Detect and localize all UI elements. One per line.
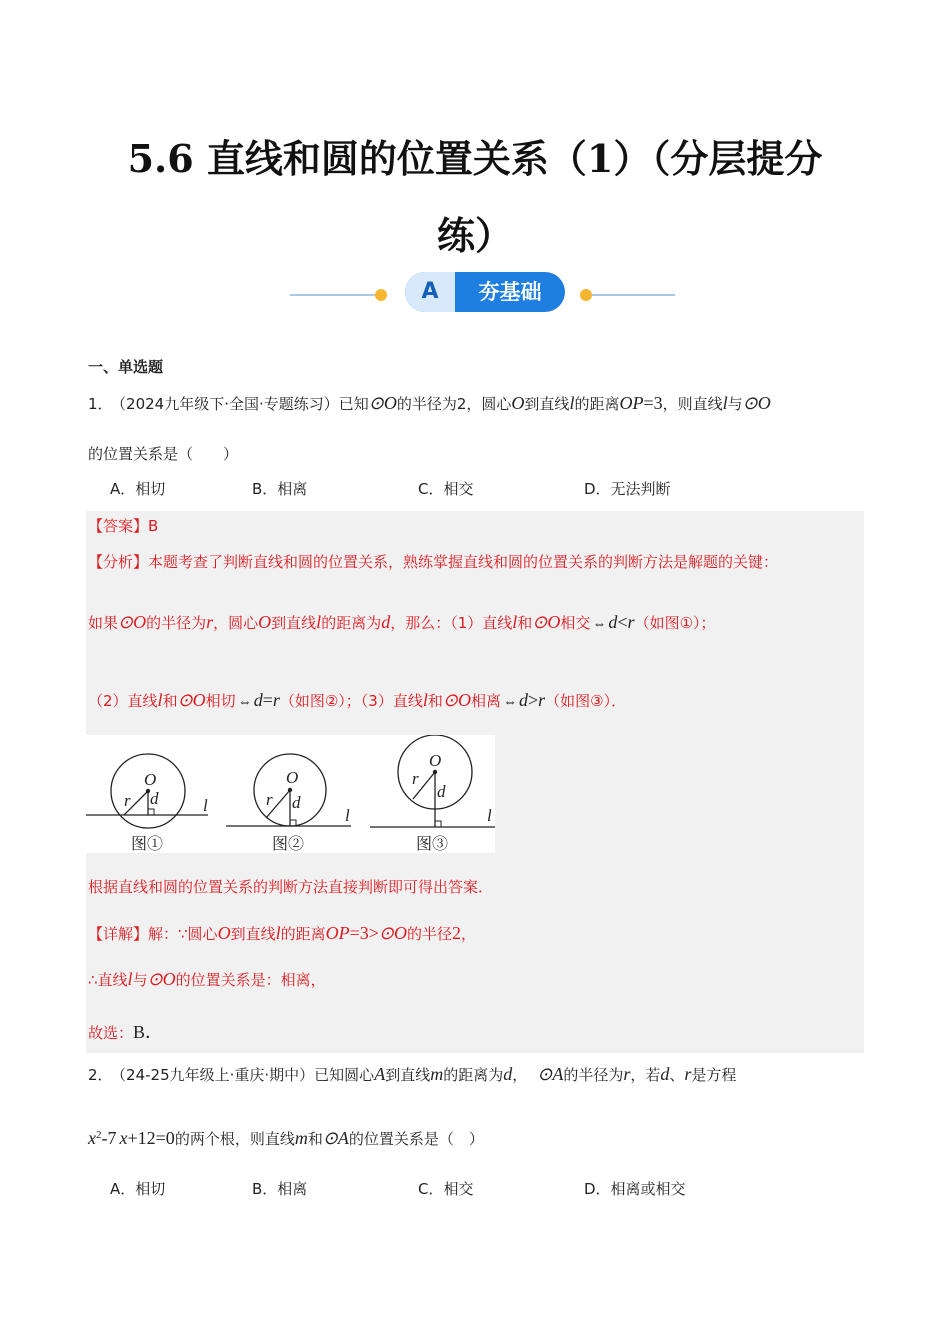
- svg-text:r: r: [266, 790, 273, 809]
- q1-figures: [86, 735, 495, 853]
- q1-option-a: A．相切: [110, 480, 166, 498]
- q2-option-d: D．相离或相交: [584, 1180, 686, 1198]
- q2-stem-line2: $x^2-7$ x+12=0的两个根，则直线m和⊙A的位置关系是（ ）: [88, 1128, 484, 1148]
- question-1: 1． （2024九年级下·全国·专题练习）已知⊙O的半径为2，圆心O到直线l的距离OP=3，则直线l与⊙O: [88, 393, 771, 413]
- svg-text:l: l: [203, 796, 208, 815]
- q1-source: （2024九年级下·全国·专题练习）: [118, 395, 339, 413]
- banner-letter: A: [405, 272, 455, 312]
- q1-number: 1．: [88, 395, 113, 413]
- svg-text:d: d: [292, 793, 301, 812]
- q1-analysis: 【分析】本题考查了判断直线和圆的位置关系，熟练掌握直线和圆的位置关系的判断方法是解题的关键：: [88, 553, 779, 571]
- q1-therefore: ∴直线l与⊙O的位置关系是：相离，: [88, 969, 326, 989]
- q2-source: （24-25九年级上·重庆·期中）: [118, 1066, 315, 1084]
- q2-option-a: A．相切: [110, 1180, 166, 1198]
- section-heading: 一、单选题: [88, 358, 164, 376]
- svg-text:O: O: [286, 768, 299, 787]
- circle-line-diagrams: [86, 735, 495, 853]
- svg-text:r: r: [412, 769, 419, 788]
- q1-detail: 【详解】解：∵圆心O到直线l的距离OP=3>⊙O的半径2，: [88, 923, 477, 943]
- q1-option-d: D．无法判断: [584, 480, 671, 498]
- svg-text:r: r: [124, 791, 131, 810]
- q1-rule-2: （2）直线l和⊙O相切 ⇔ d=r（如图②）；（3）直线l和⊙O相离 ⇔ d>r（如图③）．: [88, 690, 627, 710]
- page-title: 5.6 直线和圆的位置关系（1）（分层提分: [127, 136, 823, 181]
- section-banner: [290, 270, 680, 314]
- svg-text:O: O: [429, 751, 442, 770]
- banner-label: 夯基础: [478, 280, 542, 304]
- q2-options: [0, 1178, 950, 1200]
- page-title-line2: 练）: [436, 213, 513, 258]
- q1-options: [0, 478, 950, 500]
- q1-answer: 【答案】B: [88, 517, 159, 535]
- svg-text:d: d: [437, 782, 446, 801]
- figure-2: [226, 754, 351, 853]
- svg-text:O: O: [144, 770, 157, 789]
- figure-1: [86, 754, 208, 853]
- figure-1-label: 图①: [131, 836, 164, 853]
- q1-option-c: C．相交: [418, 480, 474, 498]
- figure-3-label: 图③: [416, 836, 449, 853]
- figure-3: [370, 735, 495, 853]
- svg-text:l: l: [487, 806, 492, 825]
- q1-conclusion: 根据直线和圆的位置关系的判断方法直接判断即可得出答案．: [88, 878, 494, 896]
- q2-number: 2．: [88, 1066, 113, 1084]
- q2-option-c: C．相交: [418, 1180, 474, 1198]
- question-2: 2． （24-25九年级上·重庆·期中）已知圆心A到直线m的距离为d， ⊙A的半径为r，若d、r是方程: [88, 1064, 737, 1084]
- q1-choose: 故选：B．: [88, 1022, 164, 1042]
- q1-stem-line2: 的位置关系是（ ）: [88, 445, 239, 463]
- banner-pill: [405, 272, 565, 312]
- q1-rule-1: 如果⊙O的半径为r，圆心O到直线l的距离为d，那么：（1）直线l和⊙O相交 ⇔ d<r（如图①）；: [88, 612, 716, 632]
- figure-2-label: 图②: [272, 836, 305, 853]
- svg-text:l: l: [345, 806, 350, 825]
- q2-option-b: B．相离: [252, 1180, 308, 1198]
- q1-option-b: B．相离: [252, 480, 308, 498]
- svg-text:d: d: [150, 789, 159, 808]
